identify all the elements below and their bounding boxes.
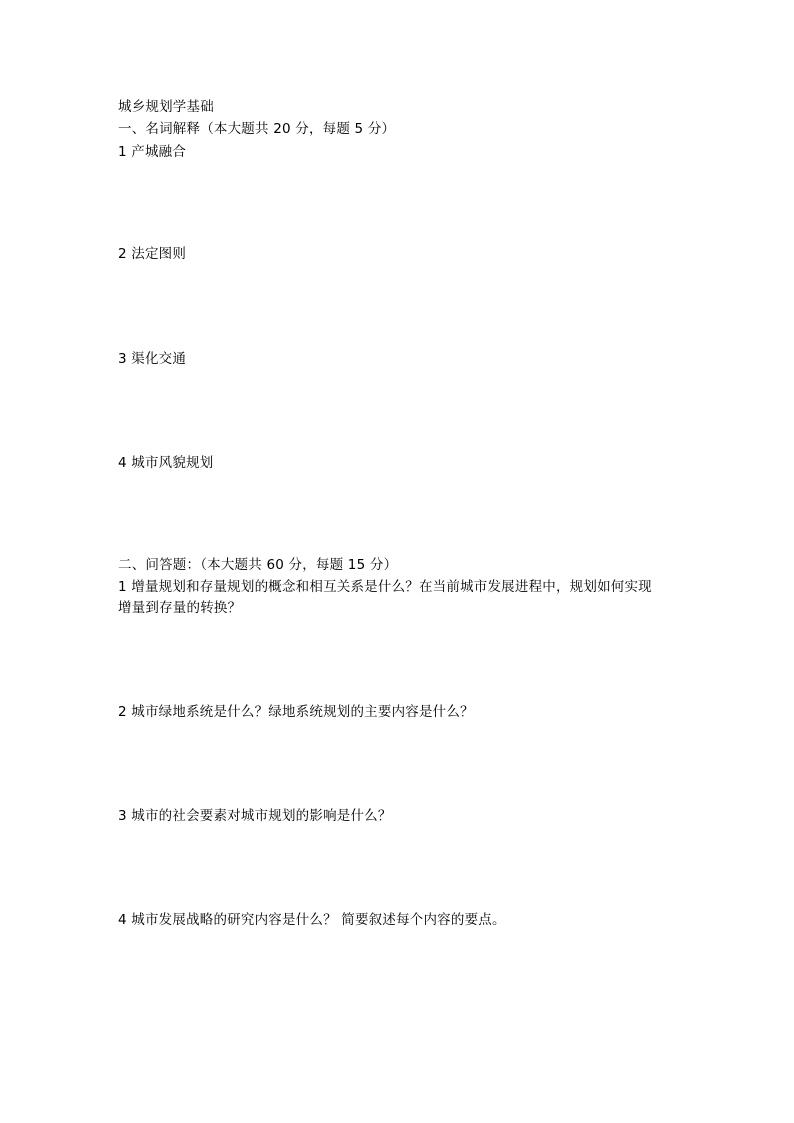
question-3: 3 城市的社会要素对城市规划的影响是什么？ [118,808,392,824]
term-item-3: 3 渠化交通 [118,351,187,367]
term-item-4: 4 城市风貌规划 [118,455,214,471]
question-2: 2 城市绿地系统是什么？绿地系统规划的主要内容是什么？ [118,704,474,720]
term-item-1: 1 产城融合 [118,144,187,160]
question-1-line-1: 1 增量规划和存量规划的概念和相互关系是什么？在当前城市发展进程中，规划如何实现 [118,579,652,595]
section-1-heading: 一、名词解释（本大题共 20 分，每题 5 分） [118,121,396,137]
document-title: 城乡规划学基础 [118,99,214,115]
section-2-heading: 二、问答题：（本大题共 60 分，每题 15 分） [118,557,398,573]
question-1-line-2: 增量到存量的转换？ [118,600,242,616]
question-4: 4 城市发展战略的研究内容是什么？ 简要叙述每个内容的要点。 [118,912,506,928]
term-item-2: 2 法定图则 [118,246,187,262]
